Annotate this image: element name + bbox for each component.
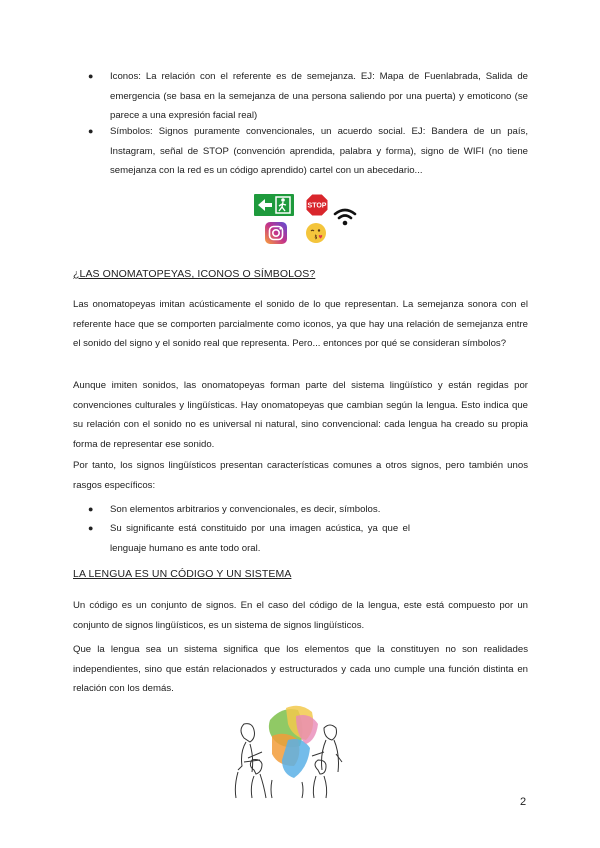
wifi-icon [333, 207, 357, 227]
paragraph: Un código es un conjunto de signos. En el caso del código de la lengua, este está compuesto por un conjunto de signos lingüísticos, es un sistema de signos lingüísticos. [73, 600, 528, 631]
bullet-marker: ● [88, 523, 94, 533]
kiss-emoji-icon [305, 222, 327, 244]
emergency-exit-icon [254, 194, 294, 216]
people-communication-illustration [232, 700, 348, 800]
bullet-significante: Su significante está constituido por una imagen acústica, ya que el lenguaje humano es ante todo oral. [110, 523, 410, 554]
stop-sign-icon [305, 193, 329, 217]
instagram-icon [265, 222, 287, 244]
bullet-marker: ● [88, 504, 94, 514]
section-heading-onomatopeyas: ¿LAS ONOMATOPEYAS, ICONOS O SÍMBOLOS? [73, 268, 316, 280]
page-number: 2 [520, 796, 527, 808]
stop-sign-label: STOP [307, 202, 327, 210]
bullet-simbolos: Símbolos: Signos puramente convencionales, un acuerdo social. EJ: Bandera de un país, Instagram, señal de STOP (convención aprendida, palabra y forma), signo de WIFI (no tiene semejanza con la red es un código aprendido) cartel con un abecedario... [110, 126, 528, 176]
bullet-marker: ● [88, 71, 94, 81]
paragraph: Que la lengua sea un sistema significa que los elementos que la constituyen no son realidades independientes, sino que están relacionados y estructurados y cada uno cumple una función distinta en relación con los demás. [73, 644, 528, 694]
paragraph: Aunque imiten sonidos, las onomatopeyas forman parte del sistema lingüístico y están regidas por convenciones culturales y lingüísticas. Hay onomatopeyas que cambian según la lengua. Esto indica que su relación con el sonido no es universal ni natural, sino convencional: cada lengua ha creado su propia forma de representar ese sonido. [73, 380, 528, 450]
bullet-arbitrarios: Son elementos arbitrarios y convencionales, es decir, símbolos. [110, 504, 381, 515]
bullet-iconos: Iconos: La relación con el referente es de semejanza. EJ: Mapa de Fuenlabrada, Salida de emergencia (se basa en la semejanza de una persona saliendo por una puerta) y emoticono (se parece a una expresión facial real) [110, 71, 528, 121]
paragraph: Por tanto, los signos lingüísticos presentan características comunes a otros signos, pero también unos rasgos específicos: [73, 460, 528, 491]
paragraph: Las onomatopeyas imitan acústicamente el sonido de lo que representan. La semejanza sonora con el referente hace que se comporten parcialmente como iconos, ya que hay una relación de semejanza entre el sonido del signo y el sonido real que representa. Pero... entonces por qué se consideran símbolos? [73, 299, 528, 349]
section-heading-lengua: LA LENGUA ES UN CÓDIGO Y UN SISTEMA [73, 568, 292, 580]
bullet-marker: ● [88, 126, 94, 136]
